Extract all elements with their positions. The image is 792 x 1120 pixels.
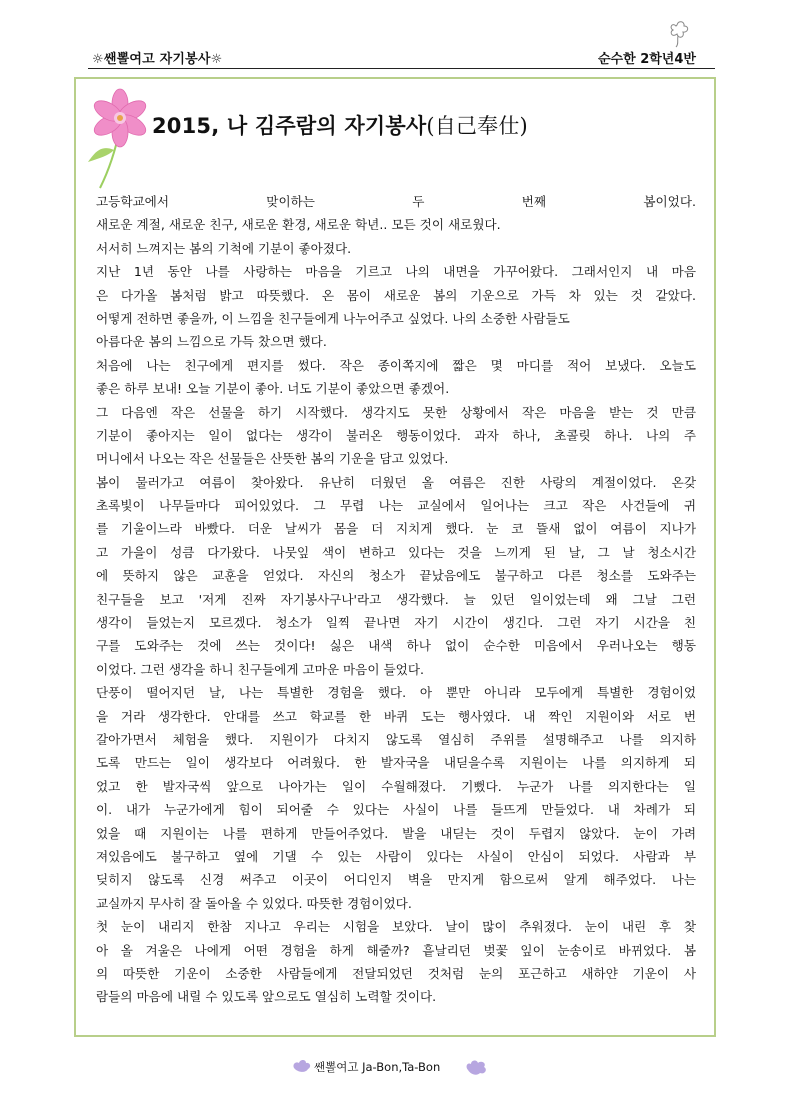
essay-line: 이. 내가 누군가에게 힘이 되어줄 수 있다는 사실이 나를 들뜨게 만들었다. 내 차례가 되 [96,802,696,818]
essay-line: 도록 만드는 일이 생각보다 어려웠다. 한 발자국을 내딛을수록 지원이는 나를 의지하게 되 [96,755,696,771]
header-class-label: 순수한 2학년4반 [598,52,696,67]
essay-line: 고등학교에서 맞이하는 두 번째 봄이었다. [96,194,696,209]
essay-line: 서서히 느껴지는 봄의 기척에 기분이 좋아졌다. [96,240,352,256]
essay-line: 아 올 겨울은 나에게 어떤 경험을 하게 해줄까? 흩날리던 벚꽃 잎이 눈송이로 바뀌었다. 봄 [96,942,696,958]
essay-line: 구를 도와주는 것에 쓰는 것이다! 싫은 내색 하나 없이 순수한 미음에서 우러나오는 행동 [96,638,696,654]
essay-line: 봄이 물러가고 여름이 찾아왔다. 유난히 더웠던 올 여름은 진한 사랑의 계절이었다. 온갖 [96,474,696,490]
essay-line: 의 따뜻한 기운이 소중한 사람들에게 전달되었던 것처럼 눈의 포근하고 새하얀 기운이 사 [96,965,696,981]
essay-line: 지난 1년 동안 나를 사랑하는 마음을 기르고 나의 내면을 가꾸어왔다. 그래서인지 내 마음 [96,264,696,280]
page-title [152,110,528,140]
essay-line: 에 뜻하지 않은 교훈을 얻었다. 자신의 청소가 끝났음에도 불구하고 다른 청소를 도와주는 [96,568,696,584]
doodle-flower-icon [668,20,694,48]
essay-line: 이었다. 그런 생각을 하니 친구들에게 고마운 마음이 들었다. [96,661,425,677]
essay-line: 친구들을 보고 '저게 진짜 자기봉사구나'라고 생각했다. 늘 있던 일이었는데 왜 그날 그런 [96,591,696,607]
essay-line: 새로운 계절, 새로운 친구, 새로운 환경, 새로운 학년.. 모든 것이 새로웠다. [96,217,501,233]
essay-line: 을 거라 생각한다. 안대를 쓰고 학교를 한 바퀴 도는 행사였다. 내 짝인 지원이와 서로 번 [96,708,696,724]
essay-line: 어떻게 전하면 좋을까, 이 느낌을 친구들에게 나누어주고 싶었다. 나의 소중한 사람들도 [96,310,570,326]
title-main: 2015, 나 김주람의 자기봉사 [152,114,427,138]
essay-line: 그 다음엔 작은 선물을 하기 시작했다. 생각지도 못한 상황에서 작은 마음을 받는 것 만큼 [96,404,696,420]
title-hanja: (自己奉仕) [426,114,528,138]
cloud-heart-icon [292,1058,312,1074]
essay-line: 생각이 들었는지 모르겠다. 청소가 일찍 끝나면 자기 시간이 생긴다. 그런 자기 시간을 친 [96,615,696,631]
header-school-label: ☼쌘뽈여고 자기봉사☼ [92,52,223,67]
cloud-flower-icon [464,1058,488,1076]
cosmos-flower-icon [80,88,160,190]
essay-line: 처음에 나는 친구에게 편지를 썼다. 작은 종이쪽지에 짧은 몇 마디를 적어 보냈다. 오늘도 [96,357,696,373]
essay-line: 었을 때 지원이는 나를 편하게 만들어주었다. 발을 내딛는 것이 두렵지 않았다. 눈이 가려 [96,825,696,841]
essay-line: 첫 눈이 내리지 한참 지나고 우리는 시험을 보았다. 날이 많이 추워졌다. 눈이 내린 후 찾 [96,919,696,935]
essay-line: 갈아가면서 체험을 했다. 지원이가 다치지 않도록 열심히 주위를 설명해주고 나를 의지하 [96,731,696,747]
essay-line: 람들의 마음에 내릴 수 있도록 앞으로도 열심히 노력할 것이다. [96,989,437,1005]
essay-body [96,190,696,1009]
essay-line: 머니에서 나오는 작은 선물들은 산뜻한 봄의 기운을 담고 있었다. [96,451,449,467]
essay-line: 좋은 하루 보내! 오늘 기분이 좋아. 너도 기분이 좋았으면 좋겠어. [96,381,450,397]
essay-line: 초록빛이 나무들마다 피어있었다. 그 무렵 나는 교실에서 일어나는 크고 작은 사건들에 귀 [96,498,696,514]
essay-line: 기분이 좋아지는 일이 없다는 생각이 불러온 행동이었다. 과자 하나, 초콜릿 하나. 나의 주 [96,427,696,443]
essay-line: 져있음에도 불구하고 옆에 기댈 수 있는 사람이 있다는 사실이 안심이 되었다. 사람과 부 [96,848,696,864]
essay-line: 은 다가올 봄처럼 밝고 따뜻했다. 온 몸이 새로운 봄의 기운으로 가득 차 있는 것 같았다. [96,287,696,303]
essay-line: 교실까지 무사히 잘 돌아올 수 있었다. 따뜻한 경험이었다. [96,895,412,911]
essay-line: 단풍이 떨어지던 날, 나는 특별한 경험을 했다. 아 뿐만 아니라 모두에게 특별한 경험이었 [96,685,696,701]
essay-line: 딪히지 않도록 신경 써주고 이곳이 어디인지 벽을 만지게 함으로써 알게 해주었다. 나는 [96,872,696,888]
essay-line: 를 기울이느라 바빴다. 더운 날씨가 몸을 더 지치게 했다. 눈 코 뜰새 없이 여름이 지나가 [96,521,696,537]
header-rule [88,68,715,69]
essay-line: 고 가을이 성큼 다가왔다. 나뭇잎 색이 변하고 있다는 것을 느끼게 된 날, 그 날 청소시간 [96,544,696,560]
page-footer [0,1056,792,1078]
footer-label: 쌘뽈여고 Ja-Bon,Ta-Bon [314,1060,441,1074]
essay-line: 아름다운 봄의 느낌으로 가득 찼으면 했다. [96,334,327,350]
essay-line: 었고 한 발자국씩 앞으로 나아가는 일이 수월해졌다. 기뻤다. 누군가 나를 의지한다는 일 [96,778,696,794]
